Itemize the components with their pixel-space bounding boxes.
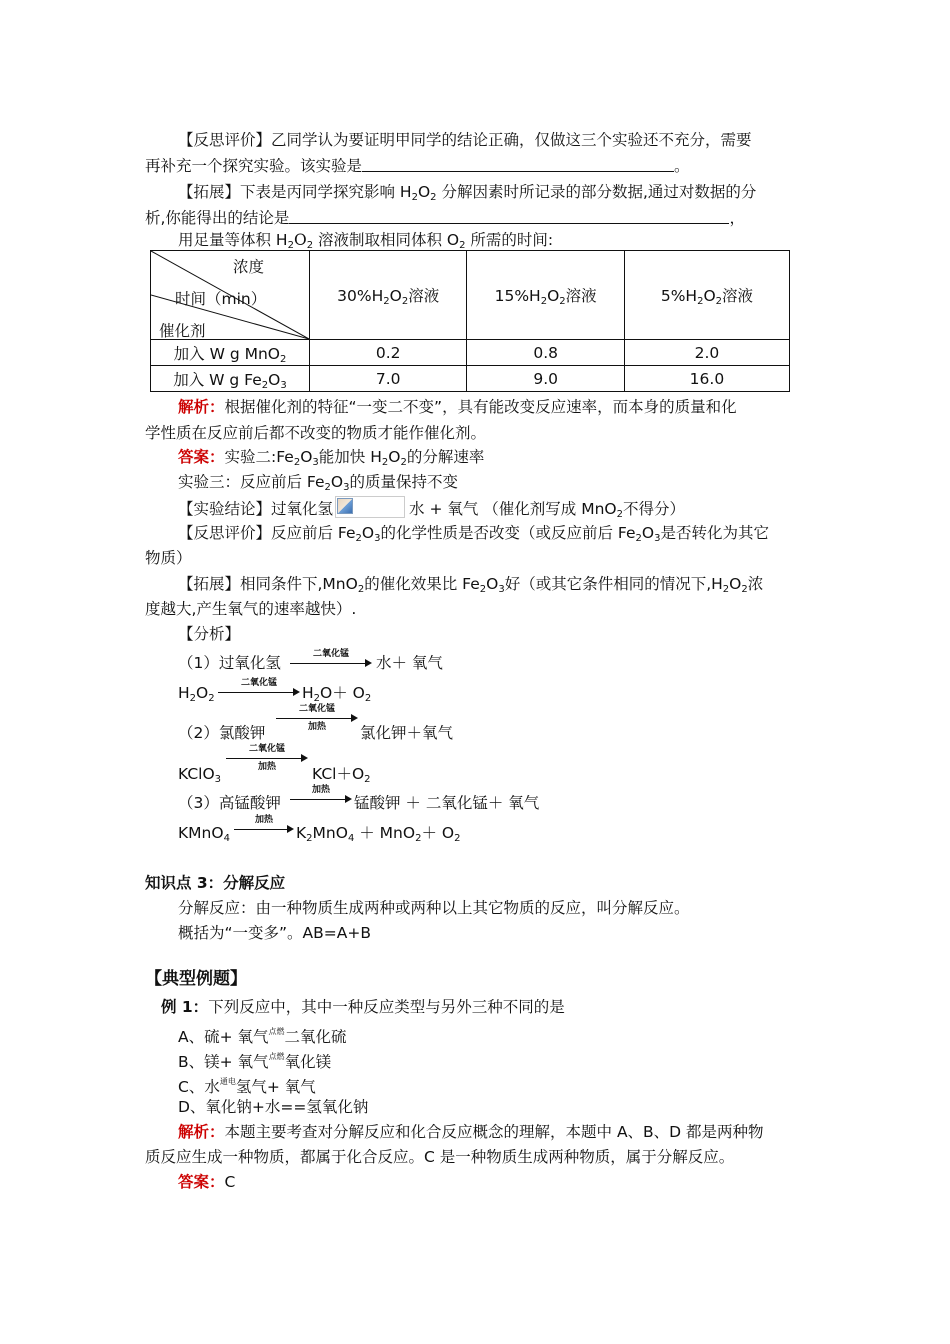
reaction-3-word: （3）高锰酸钾 (178, 794, 281, 812)
text: 再补充一个探究实验。该实验是 (145, 157, 363, 175)
corner-label-catalyst: 催化剂 (159, 322, 206, 340)
option-a: A、硫+ 氧气$^{点燃}$二氧化硫 (178, 1027, 347, 1046)
answer-blank[interactable] (289, 209, 729, 224)
answer-blank[interactable] (362, 157, 674, 172)
reaction-arrow: 二氧化锰 加热 (276, 713, 358, 737)
option-b: B、镁+ 氧气$^{点燃}$氧化镁 (178, 1052, 332, 1071)
text: 析,你能得出的结论是 (145, 209, 290, 227)
reaction-arrow: 二氧化锰 (218, 687, 300, 699)
example-question: 例 1：下列反应中，其中一种反应类型与另外三种不同的是 (161, 998, 565, 1016)
broken-image-icon (335, 496, 405, 518)
column-header: $30\%H_2O_2$溶液 (310, 251, 467, 340)
knowledge-point-title: 知识点 3：分解反应 (145, 874, 286, 892)
option-c: C、水$^{通电}$氢气+ 氧气 (178, 1077, 316, 1096)
data-table (150, 250, 790, 392)
subscript: 2 (430, 192, 437, 203)
corner-label-concentration: 浓度 (233, 258, 265, 276)
reaction-3-formula-products: $K_2MnO_4 + MnO_2+ O_2$ (296, 824, 461, 844)
text: 所需的时间: (465, 231, 554, 249)
reaction-arrow: 加热 (234, 824, 294, 836)
text: 用足量等体积 H (178, 231, 288, 249)
option-d: D、氧化钠+水==氢氧化钠 (178, 1098, 369, 1116)
reaction-2-word: （2）氯酸钾 (178, 724, 266, 742)
cell-value: 0.8 (467, 340, 624, 366)
reaction-1-word: （1）过氧化氢 (178, 654, 281, 672)
row-label: 加入 W g MnO$_2$ (151, 340, 310, 366)
reaction-arrow: 加热 (290, 794, 352, 806)
corner-label-time: 时间（min） (175, 290, 267, 308)
subscript: 2 (306, 240, 314, 251)
reaction-3-formula: KMnO$_4$ (178, 824, 230, 844)
text: O (293, 231, 307, 249)
cell-value: 16.0 (624, 366, 789, 392)
subscript: 2 (459, 240, 466, 251)
text: 【拓展】下表是丙同学探究影响 H (178, 183, 412, 201)
text: O (417, 183, 431, 201)
text: 。 (674, 157, 690, 175)
summary: 概括为“一变多”。AB=A+B (178, 924, 372, 942)
example-analysis-1: 解析：本题主要考查对分解反应和化合反应概念的理解，本题中 A、B、D 都是两种物 (178, 1123, 764, 1141)
text: 【反思评价】乙同学认为要证明甲同学的结论正确，仅做这三个实验还不充分，需要 (178, 131, 752, 149)
table-row (151, 366, 790, 392)
answer-line-5: 物质） (145, 549, 192, 567)
answer-line-6: 【拓展】相同条件下,MnO$_2$的催化效果比 $Fe_2O_3$好（或其它条件相同的情况下$,H_2O_2$浓 (178, 575, 764, 595)
extension-line-1 (178, 181, 756, 203)
answer-line-2: 实验三：反应前后 $Fe_2O_3$的质量保持不变 (178, 473, 459, 493)
answer-label: 答案： (178, 448, 225, 466)
reaction-2-products: 氯化钾＋氧气 (360, 724, 454, 742)
row-label: 加入 W g $Fe_2O_3$ (151, 366, 310, 392)
table-row (151, 340, 790, 366)
cell-value: 9.0 (467, 366, 624, 392)
text: 溶液制取相同体积 O (313, 231, 460, 249)
definition: 分解反应：由一种物质生成两种或两种以上其它物质的反应，叫分解反应。 (178, 899, 690, 917)
example-answer: 答案：C (178, 1173, 236, 1191)
example-analysis-2: 质反应生成一种物质，都属于化合反应。C 是一种物质生成两种物质，属于分解反应。 (145, 1148, 735, 1166)
analysis-line-2 (145, 422, 486, 444)
analysis-title: 【分析】 (178, 625, 241, 643)
reflection-line-1 (178, 129, 752, 151)
reaction-arrow: 二氧化锰 加热 (226, 753, 308, 777)
text: 分解因素时所记录的部分数据,通过对数据的分 (436, 183, 757, 201)
extension-line-2 (145, 207, 745, 229)
reaction-1-formula-products: $H_2O+ O_2$ (302, 684, 372, 704)
reaction-1-formula: $H_2O_2$ (178, 684, 215, 704)
reaction-3-products: 锰酸钾 ＋ 二氧化锰＋ 氧气 (354, 794, 540, 812)
text: ， (729, 209, 745, 227)
text: 学性质在反应前后都不改变的物质才能作催化剂。 (145, 424, 487, 442)
column-header: $15\%H_2O_2$溶液 (467, 251, 624, 340)
text: 根据催化剂的特征“一变二不变”，具有能改变反应速率，而本身的质量和化 (224, 398, 737, 416)
subscript: 2 (287, 240, 294, 251)
reaction-arrow: 二氧化锰 (290, 658, 372, 670)
reaction-1-products: 水＋ 氧气 (376, 654, 443, 672)
answer-line-4: 【反思评价】反应前后 $Fe_2O_3$的化学性质是否改变（或反应前后 $Fe_2O_3$是否转化为其它 (178, 524, 770, 544)
analysis-label: 解析： (178, 398, 225, 416)
table-caption (178, 229, 553, 251)
answer-line-7: 度越大,产生氧气的速率越快）. (145, 600, 357, 618)
reaction-2-formula: KClO$_3$ (178, 765, 222, 785)
examples-title: 【典型例题】 (145, 969, 247, 989)
cell-value: 7.0 (310, 366, 467, 392)
corner-cell (151, 251, 310, 340)
reflection-line-2 (145, 155, 690, 177)
subscript: 2 (411, 192, 418, 203)
answer-line-3: 【实验结论】过氧化氢 水 + 氧气 （催化剂写成 MnO$_2$不得分） (178, 496, 685, 520)
table-header-row (151, 251, 790, 340)
analysis-line-1 (178, 396, 737, 418)
answer-line-1: 答案：实验二$:Fe_2O_3$能加快 $H_2O_2$的分解速率 (178, 448, 485, 468)
reaction-2-formula-products: $KCl+O_2$ (312, 765, 371, 785)
column-header: $5\%H_2O_2$溶液 (624, 251, 789, 340)
cell-value: 0.2 (310, 340, 467, 366)
cell-value: 2.0 (624, 340, 789, 366)
